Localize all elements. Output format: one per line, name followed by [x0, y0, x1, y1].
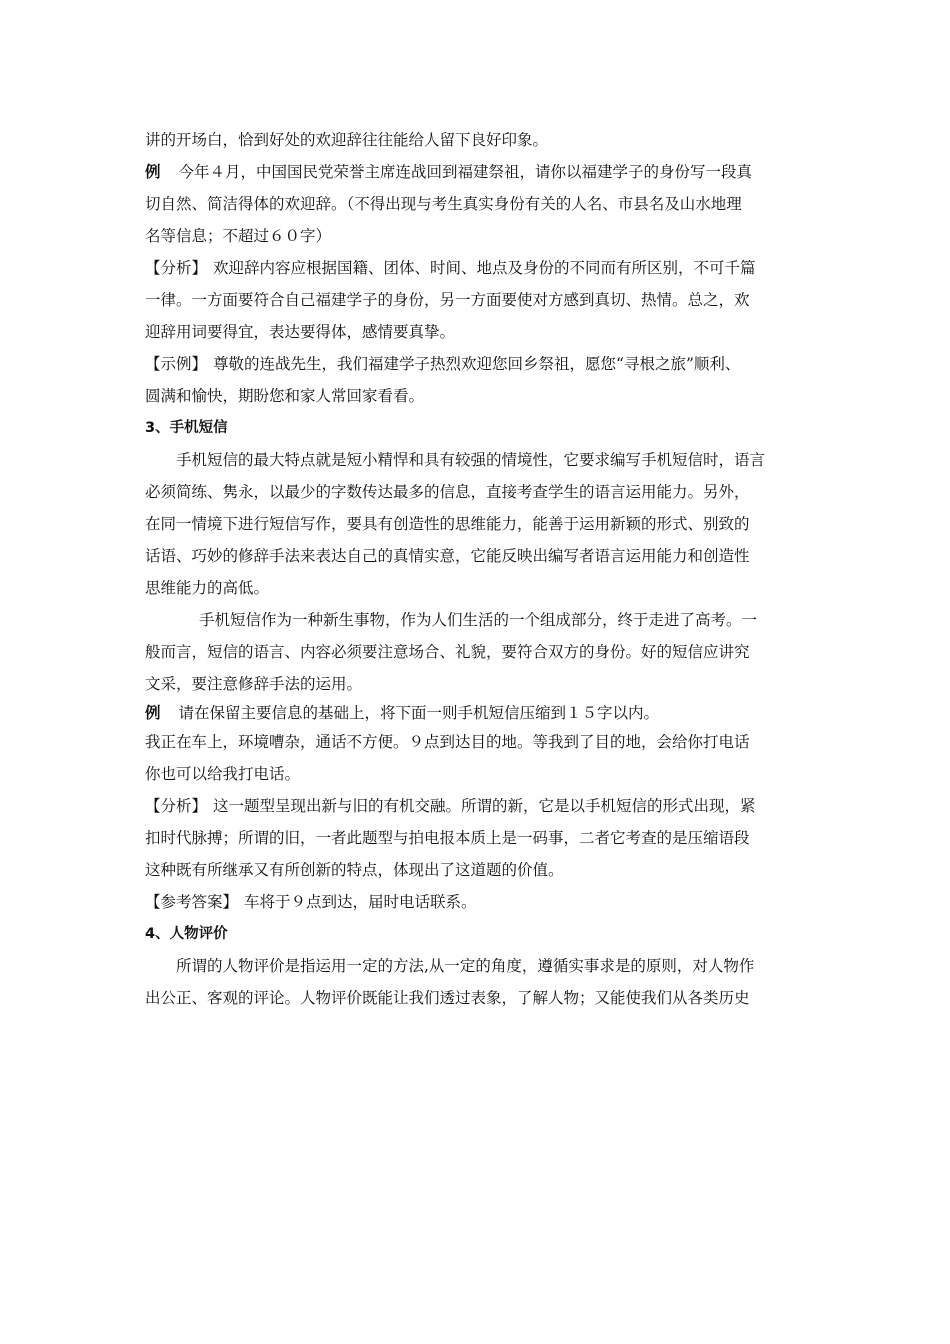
text-line: 扣时代脉搏；所谓的旧，一者此题型与拍电报本质上是一码事，二者它考查的是压缩语段: [145, 829, 750, 847]
text-line: 名等信息；不超过６０字）: [145, 227, 332, 245]
text-line-content: 欢迎辞内容应根据国籍、团体、时间、地点及身份的不同而有所区别，不可千篇: [213, 259, 756, 277]
document-page: [145, 124, 810, 1014]
text-line: 讲的开场白，恰到好处的欢迎辞往往能给人留下良好印象。: [145, 131, 549, 149]
text-line-content: 请在保留主要信息的基础上，将下面一则手机短信压缩到１５字以内。: [178, 704, 660, 722]
text-line: 在同一情境下进行短信写作，要具有创造性的思维能力，能善于运用新颖的形式、别致的: [145, 515, 750, 533]
section-heading: 3、手机短信: [145, 420, 228, 436]
text-line-content: 今年４月，中国国民党荣誉主席连战回到福建祭祖，请你以福建学子的身份写一段真: [178, 163, 753, 181]
text-line: 迎辞用词要得宜，表达要得体，感情要真挚。: [145, 323, 456, 341]
text-line: [145, 156, 810, 188]
analysis-label: 【分析】: [145, 797, 208, 815]
sample-label: 【示例】: [145, 355, 208, 373]
text-line-content: 尊敬的连战先生，我们福建学子热烈欢迎您回乡祭祖，愿您“寻根之旅”顺利、: [213, 355, 741, 373]
example-marker: 例: [145, 704, 161, 722]
text-line: 所谓的人物评价是指运用一定的方法,从一定的角度，遵循实事求是的原则，对人物作: [176, 957, 755, 975]
text-line: 一律。一方面要符合自己福建学子的身份，另一方面要使对方感到真切、热情。总之，欢: [145, 291, 750, 309]
example-marker: 例: [145, 163, 161, 181]
text-line: [145, 348, 810, 380]
text-line: [145, 886, 810, 918]
text-line: 手机短信作为一种新生事物，作为人们生活的一个组成部分，终于走进了高考。一: [199, 611, 758, 629]
text-line: 般而言，短信的语言、内容必须要注意场合、礼貌，要符合双方的身份。好的短信应讲究: [145, 643, 750, 661]
reference-answer-label: 【参考答案】: [145, 893, 239, 911]
text-line: [145, 790, 810, 822]
text-line: 圆满和愉快，期盼您和家人常回家看看。: [145, 387, 425, 405]
analysis-label: 【分析】: [145, 259, 208, 277]
text-line: 必须简练、隽永，以最少的字数传达最多的信息，直接考查学生的语言运用能力。另外，: [145, 483, 750, 501]
text-line: 出公正、客观的评论。人物评价既能让我们透过表象，了解人物；又能使我们从各类历史: [145, 989, 750, 1007]
section-heading: 4、人物评价: [145, 926, 228, 942]
text-line-content: 车将于９点到达，届时电话联系。: [244, 893, 477, 911]
text-line: 你也可以给我打电话。: [145, 765, 301, 783]
text-line: 文采，要注意修辞手法的运用。: [145, 675, 363, 693]
text-line: [145, 252, 810, 284]
text-line-content: 这一题型呈现出新与旧的有机交融。所谓的新，它是以手机短信的形式出现，紧: [213, 797, 756, 815]
text-line: 话语、巧妙的修辞手法来表达自己的真情实意，它能反映出编写者语言运用能力和创造性: [145, 547, 750, 565]
text-line: 我正在车上，环境嘈杂，通话不方便。９点到达目的地。等我到了目的地，会给你打电话: [145, 733, 750, 751]
text-line: 手机短信的最大特点就是短小精悍和具有较强的情境性，它要求编写手机短信时，语言: [176, 451, 766, 469]
text-line: 思维能力的高低。: [145, 579, 270, 597]
text-line: 这种既有所继承又有所创新的特点，体现出了这道题的价值。: [145, 861, 564, 879]
text-line: [145, 700, 810, 726]
text-line: 切自然、简洁得体的欢迎辞。（不得出现与考生真实身份有关的人名、市县名及山水地理: [145, 195, 742, 213]
